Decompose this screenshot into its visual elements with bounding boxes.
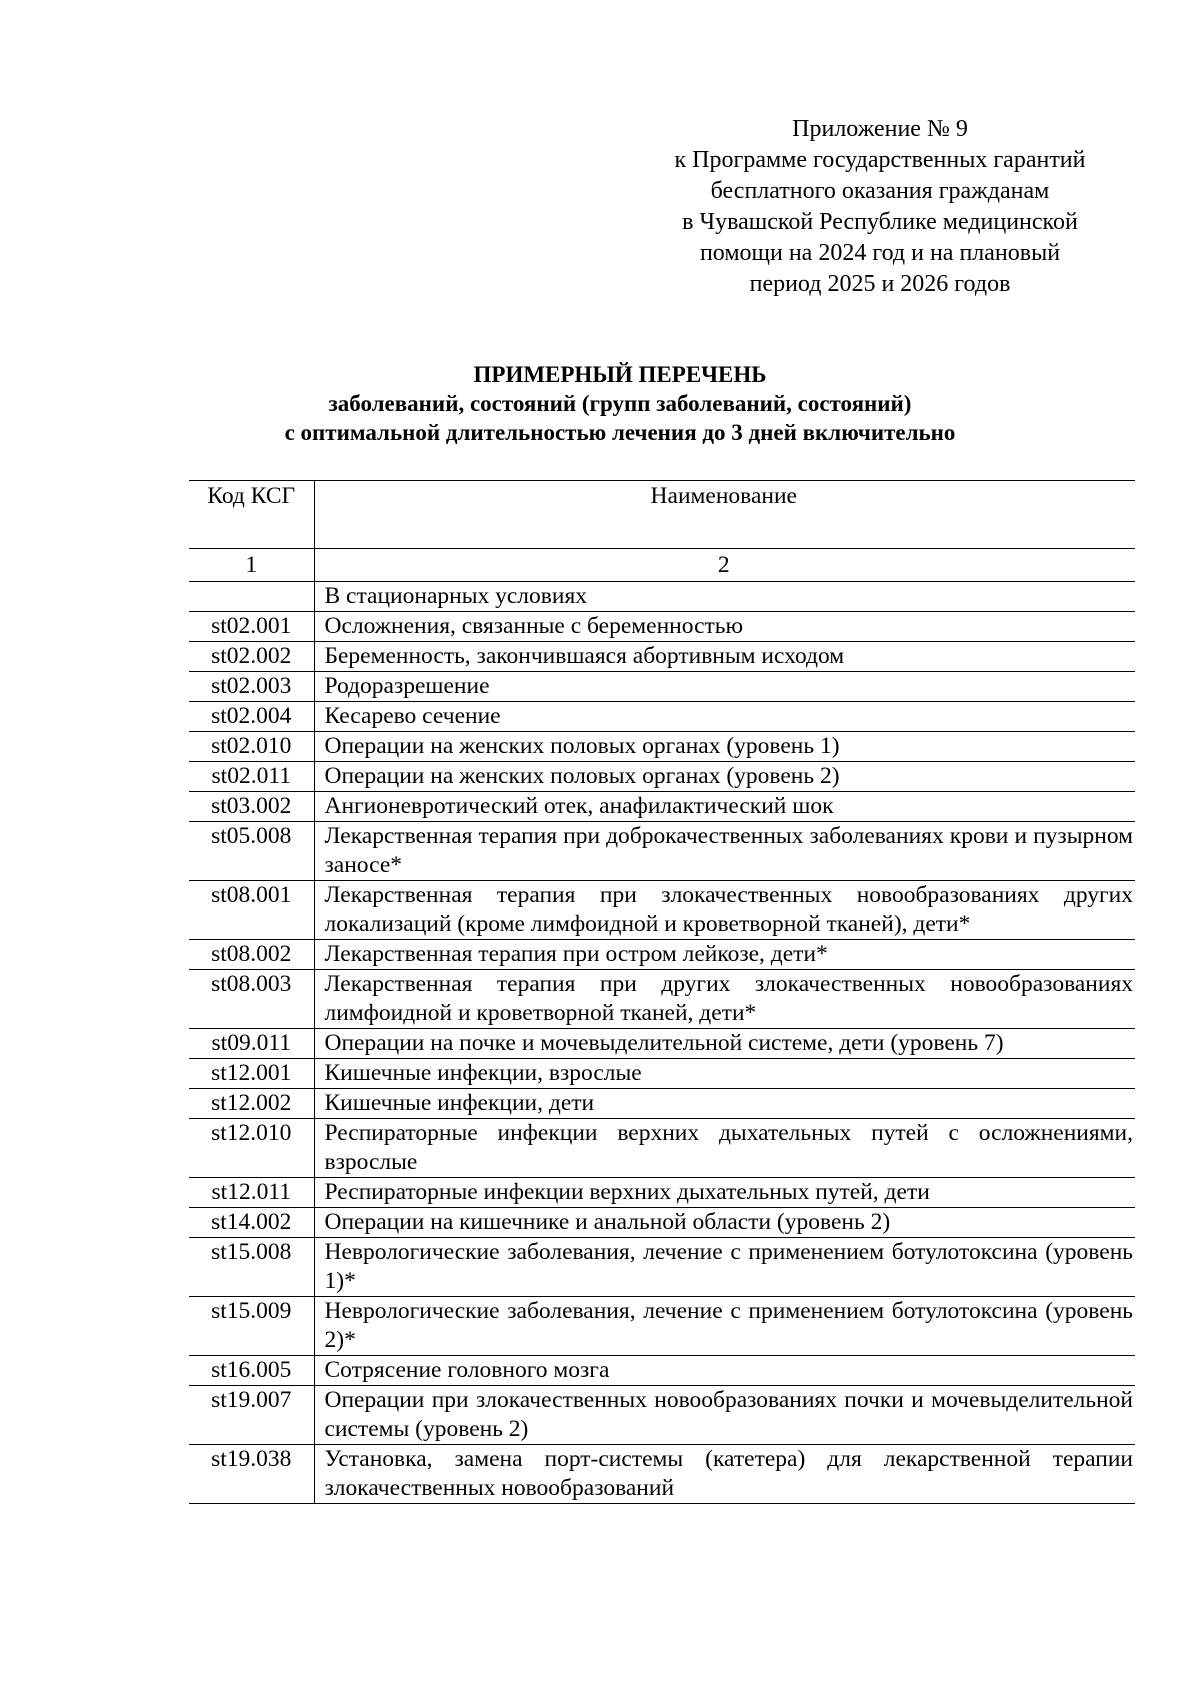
ksg-table-body [189,481,1135,1504]
table-row [189,1178,1135,1208]
ksg-code-cell: st12.011 [189,1178,314,1208]
ksg-name-cell: Операции при злокачественных новообразованиях почки и мочевыделительной системы (уровень 2) [314,1386,1135,1445]
ksg-code-cell: st02.010 [189,732,314,762]
ksg-code-cell: st12.001 [189,1059,314,1089]
ksg-code-cell: st12.002 [189,1089,314,1119]
ksg-code-cell: st08.003 [189,970,314,1029]
table-row [189,1297,1135,1356]
table-row [189,642,1135,672]
document-title [150,360,1090,447]
table-row [189,792,1135,822]
table-row [189,762,1135,792]
ksg-name-cell: Респираторные инфекции верхних дыхательных путей с осложнениями, взрослые [314,1119,1135,1178]
ksg-code-cell: st08.001 [189,881,314,940]
ksg-name-cell: Родоразрешение [314,672,1135,702]
ksg-code-cell: st08.002 [189,940,314,970]
appendix-header [640,114,1120,300]
title-subtitle: с оптимальной длительностью лечения до 3 дней включительно [284,420,956,445]
table-row [189,672,1135,702]
table-row [189,1208,1135,1238]
table-row [189,1356,1135,1386]
table-row [189,1089,1135,1119]
ksg-code-cell: st16.005 [189,1356,314,1386]
appendix-line: Приложение № 9 [792,116,968,142]
ksg-name-cell: Операции на женских половых органах (уровень 2) [314,762,1135,792]
table-row [189,1119,1135,1178]
ksg-code-cell: st02.011 [189,762,314,792]
ksg-name-cell: Ангионевротический отек, анафилактический шок [314,792,1135,822]
table-row [189,732,1135,762]
appendix-line: в Чувашской Республике медицинской [682,209,1078,235]
ksg-code-cell: st09.011 [189,1029,314,1059]
table-row [189,940,1135,970]
table-row [189,612,1135,642]
ksg-name-cell: Кишечные инфекции, взрослые [314,1059,1135,1089]
ksg-code-cell: st02.002 [189,642,314,672]
ksg-code-cell: st19.038 [189,1445,314,1504]
ksg-name-cell: Неврологические заболевания, лечение с применением ботулотоксина (уровень 1)* [314,1238,1135,1297]
appendix-line: помощи на 2024 год и на плановый [699,240,1061,266]
ksg-name-cell: Кишечные инфекции, дети [314,1089,1135,1119]
table-row [189,702,1135,732]
ksg-name-cell: Операции на женских половых органах (уровень 1) [314,732,1135,762]
ksg-name-cell: В стационарных условиях [314,582,1135,612]
ksg-name-cell: Лекарственная терапия при других злокачественных новообразованиях лимфоидной и кроветворной тканей, дети* [314,970,1135,1029]
ksg-name-cell: Неврологические заболевания, лечение с применением ботулотоксина (уровень 2)* [314,1297,1135,1356]
ksg-code-cell: st02.004 [189,702,314,732]
table-row [189,1445,1135,1504]
ksg-table [189,480,1135,1504]
ksg-code-cell: st03.002 [189,792,314,822]
table-row [189,1029,1135,1059]
ksg-name-cell: Установка, замена порт-системы (катетера) для лекарственной терапии злокачественных новообразований [314,1445,1135,1504]
title-main: ПРИМЕРНЫЙ ПЕРЕЧЕНЬ [473,362,767,387]
ksg-code-cell: st15.009 [189,1297,314,1356]
table-row [189,1238,1135,1297]
table-row [189,970,1135,1029]
ksg-code-cell [189,582,314,612]
ksg-name-cell: Кесарево сечение [314,702,1135,732]
appendix-line: бесплатного оказания гражданам [710,178,1050,204]
title-subtitle: заболеваний, состояний (групп заболеваний, состояний) [328,391,912,416]
appendix-line: период 2025 и 2026 годов [749,271,1011,297]
ksg-code-cell: st02.001 [189,612,314,642]
column-number-2: 2 [314,549,1135,582]
ksg-code-cell: st19.007 [189,1386,314,1445]
table-row [189,881,1135,940]
table-row [189,1386,1135,1445]
ksg-code-cell: st15.008 [189,1238,314,1297]
column-number-1: 1 [189,549,314,582]
column-number-row [189,549,1135,582]
ksg-name-cell: Лекарственная терапия при доброкачественных заболеваниях крови и пузырном заносе* [314,822,1135,881]
ksg-code-cell: st14.002 [189,1208,314,1238]
ksg-name-cell: Беременность, закончившаяся абортивным исходом [314,642,1135,672]
ksg-name-cell: Осложнения, связанные с беременностью [314,612,1135,642]
ksg-name-cell: Респираторные инфекции верхних дыхательных путей, дети [314,1178,1135,1208]
table-row [189,822,1135,881]
table-row [189,1059,1135,1089]
header-code: Код КСГ [189,481,314,549]
ksg-name-cell: Лекарственная терапия при остром лейкозе, дети* [314,940,1135,970]
ksg-name-cell: Операции на кишечнике и анальной области (уровень 2) [314,1208,1135,1238]
table-row [189,582,1135,612]
ksg-code-cell: st05.008 [189,822,314,881]
header-name: Наименование [314,481,1135,549]
ksg-name-cell: Лекарственная терапия при злокачественных новообразованиях других локализаций (кроме лимфоидной и кроветворной тканей), дети* [314,881,1135,940]
ksg-name-cell: Операции на почке и мочевыделительной системе, дети (уровень 7) [314,1029,1135,1059]
appendix-line: к Программе государственных гарантий [674,147,1086,173]
ksg-code-cell: st02.003 [189,672,314,702]
ksg-code-cell: st12.010 [189,1119,314,1178]
ksg-name-cell: Сотрясение головного мозга [314,1356,1135,1386]
table-header-row [189,481,1135,549]
